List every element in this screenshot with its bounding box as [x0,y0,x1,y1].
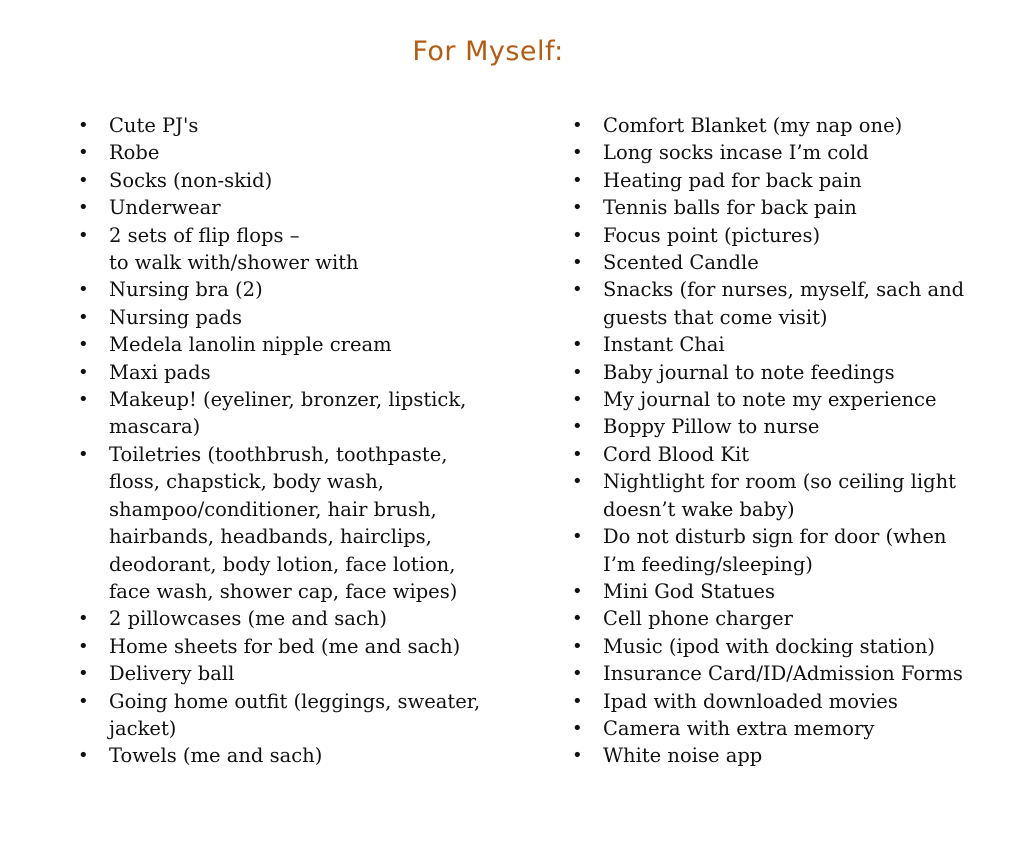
list-item [78,386,498,441]
bullet-icon: • [78,389,89,411]
bullet-icon: • [572,471,583,493]
list-item-text: Scented Candle [603,251,759,275]
bullet-icon: • [572,580,583,602]
list-item-text: Robe [109,141,160,165]
list-item [572,441,992,468]
list-item [572,468,992,523]
bullet-icon: • [572,663,583,685]
list-item-text: Tennis balls for back pain [603,196,857,220]
page-title: For Myself: [412,36,564,67]
bullet-icon: • [572,197,583,219]
list-item-text: Going home outfit (leggings, sweater, jacket) [109,689,481,740]
bullet-icon: • [572,443,583,465]
list-item-text: Snacks (for nurses, myself, sach and guests that come visit) [603,278,965,329]
list-item [572,386,992,413]
list-item [572,359,992,386]
bullet-icon: • [78,197,89,219]
list-item-text: Insurance Card/ID/Admission Forms [603,662,963,686]
list-item [572,605,992,632]
list-item-text: Towels (me and sach) [109,744,323,768]
list-item-text: My journal to note my experience [603,388,937,412]
list-item [572,688,992,715]
list-item-text: Cell phone charger [603,607,793,631]
list-item-text: Ipad with downloaded movies [603,689,898,713]
bullet-icon: • [572,608,583,630]
list-item [78,194,498,221]
list-item [78,112,498,139]
bullet-icon: • [78,306,89,328]
bullet-icon: • [572,389,583,411]
bullet-icon: • [572,169,583,191]
list-item [572,194,992,221]
list-item [78,276,498,303]
list-item-text: Instant Chai [603,333,725,357]
list-item-text: Cute PJ's [109,114,199,137]
list-item-text: Focus point (pictures) [603,223,821,247]
bullet-icon: • [572,361,583,383]
list-item [572,523,992,578]
bullet-icon: • [78,443,89,465]
bullet-icon: • [572,717,583,739]
bullet-icon: • [572,279,583,301]
bullet-icon: • [572,115,583,136]
list-item-text: Boppy Pillow to nurse [603,415,820,439]
list-item-text: Toiletries (toothbrush, toothpaste, floss, chapstick, body wash, shampoo/conditioner, hair brush, hairbands, headbands, hairclips, deodorant, body lotion, face lotion, face wash, shower cap, face wipes) [109,442,458,603]
list-item-text: Home sheets for bed (me and sach) [109,634,461,658]
list-item [572,112,992,139]
list-item-text: 2 sets of flip flops – to walk with/shower with [109,223,359,275]
bullet-icon: • [572,690,583,712]
bullet-icon: • [78,361,89,383]
bullet-icon: • [78,663,89,685]
list-item [78,633,498,660]
bullet-icon: • [572,334,583,356]
list-item-text: Makeup! (eyeliner, bronzer, lipstick, mascara) [109,388,467,439]
list-item-text: Socks (non-skid) [109,168,273,192]
list-item-text: Nightlight for room (so ceiling light doesn’t wake baby) [603,470,957,521]
list-item [572,742,992,769]
list-item [78,441,498,605]
list-item [78,359,498,386]
list-item [78,605,498,632]
bullet-icon: • [572,416,583,438]
right-checklist [572,112,992,770]
list-item [572,167,992,194]
list-item [78,222,498,277]
list-item [572,249,992,276]
left-checklist [78,112,498,770]
list-item-text: Comfort Blanket (my nap one) [603,114,903,137]
list-item-text: Maxi pads [109,360,211,384]
list-item-text: Baby journal to note feedings [603,360,895,384]
list-item [572,139,992,166]
list-item-text: Music (ipod with docking station) [603,634,936,658]
bullet-icon: • [78,224,89,246]
bullet-icon: • [572,142,583,164]
list-item-text: Nursing bra (2) [109,278,263,302]
list-item [78,304,498,331]
list-item-text: 2 pillowcases (me and sach) [109,607,387,631]
list-item [78,167,498,194]
list-item-text: Camera with extra memory [603,716,875,740]
bullet-icon: • [572,635,583,657]
list-item [78,331,498,358]
list-item [78,139,498,166]
list-item-text: Long socks incase I’m cold [603,141,869,165]
bullet-icon: • [78,334,89,356]
list-item-text: Cord Blood Kit [603,442,750,466]
list-item [572,222,992,249]
bullet-icon: • [78,279,89,301]
list-item [572,633,992,660]
bullet-icon: • [572,526,583,548]
bullet-icon: • [78,690,89,712]
list-item-text: Underwear [109,196,221,220]
list-item [78,742,498,769]
bullet-icon: • [78,142,89,164]
bullet-icon: • [78,635,89,657]
list-item-text: Do not disturb sign for door (when I’m feeding/sleeping) [603,525,947,576]
list-item [572,715,992,742]
list-item-text: White noise app [603,744,763,768]
list-item [572,578,992,605]
bullet-icon: • [572,224,583,246]
bullet-icon: • [78,115,89,136]
list-item-text: Nursing pads [109,305,243,329]
list-item [572,276,992,331]
bullet-icon: • [78,169,89,191]
bullet-icon: • [572,252,583,274]
list-item-text: Mini God Statues [603,579,775,603]
list-item [572,413,992,440]
list-item [78,660,498,687]
list-item [78,688,498,743]
bullet-icon: • [78,745,89,767]
list-item [572,660,992,687]
list-item [572,331,992,358]
list-item-text: Delivery ball [109,662,235,686]
list-item-text: Medela lanolin nipple cream [109,333,392,357]
list-item-text: Heating pad for back pain [603,168,862,192]
bullet-icon: • [78,608,89,630]
bullet-icon: • [572,745,583,767]
